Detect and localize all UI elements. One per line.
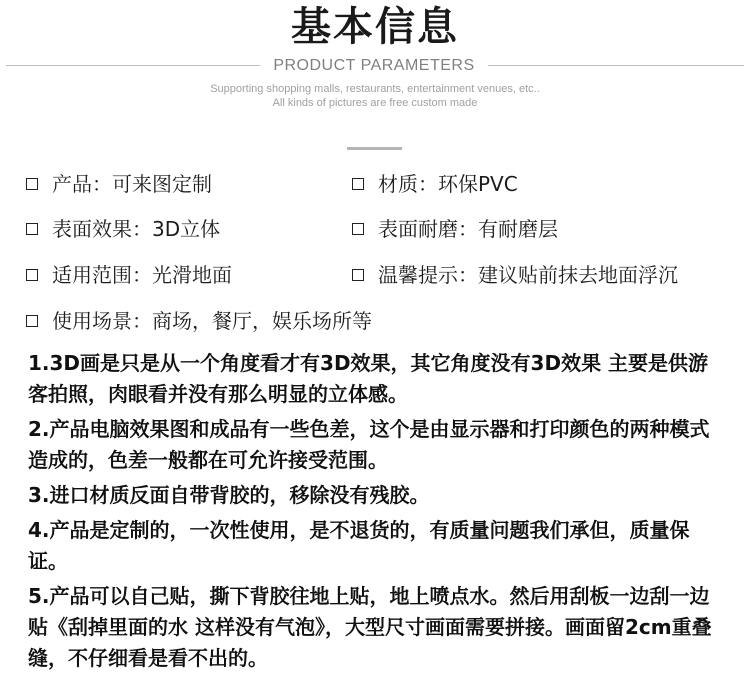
param-surface-effect-text: 表面效果：3D立体 xyxy=(52,217,221,241)
notes-list xyxy=(28,348,728,678)
page-title: 基本信息 xyxy=(291,4,459,50)
checkbox-icon xyxy=(352,178,364,190)
param-scope-text: 适用范围：光滑地面 xyxy=(52,263,232,287)
subtitle-row xyxy=(0,56,750,76)
note-item: 3.进口材质反面自带背胶的，移除没有残胶。 xyxy=(28,483,430,507)
param-scope xyxy=(26,262,232,288)
param-material xyxy=(352,171,518,197)
checkbox-icon xyxy=(26,315,38,327)
checkbox-icon xyxy=(26,269,38,281)
divider-right xyxy=(488,65,744,66)
param-product-text: 产品：可来图定制 xyxy=(52,172,212,196)
note-item: 4.产品是定制的，一次性使用，是不退货的，有质量问题我们承但，质量保证。 xyxy=(28,518,690,573)
note-item: 2.产品电脑效果图和成品有一些色差，这个是由显示器和打印颜色的两种模式造成的，色差一般都在可允许接受范围。 xyxy=(28,417,710,472)
param-product xyxy=(26,171,212,197)
param-surface-wear xyxy=(352,216,558,242)
param-surface-wear-text: 表面耐磨：有耐磨层 xyxy=(378,217,558,241)
param-tip xyxy=(352,262,678,288)
checkbox-icon xyxy=(352,223,364,235)
param-scenes-text: 使用场景：商场，餐厅，娱乐场所等 xyxy=(52,309,372,333)
subtitle: PRODUCT PARAMETERS xyxy=(273,57,475,74)
note-item: 5.产品可以自己贴，撕下背胶往地上贴，地上喷点水。然后用刮板一边刮一边贴《刮掉里面的水 这样没有气泡》，大型尺寸画面需要拼接。画面留2cm重叠缝，不仔细看是看不出的。 xyxy=(28,584,712,670)
checkbox-icon xyxy=(352,269,364,281)
section-divider xyxy=(347,147,402,150)
tagline-line-2: All kinds of pictures are free custom made xyxy=(272,97,478,109)
checkbox-icon xyxy=(26,223,38,235)
param-scenes xyxy=(26,308,372,334)
checkbox-icon xyxy=(26,178,38,190)
param-material-text: 材质：环保PVC xyxy=(378,172,518,196)
divider-left xyxy=(6,65,260,66)
note-item: 1.3D画是只是从一个角度看才有3D效果，其它角度没有3D效果 主要是供游客拍照，肉眼看并没有那么明显的立体感。 xyxy=(28,351,709,406)
tagline-line-1: Supporting shopping malls, restaurants, entertainment venues, etc.. xyxy=(210,83,540,95)
param-surface-effect xyxy=(26,216,220,242)
param-tip-text: 温馨提示：建议贴前抹去地面浮沉 xyxy=(378,263,678,287)
